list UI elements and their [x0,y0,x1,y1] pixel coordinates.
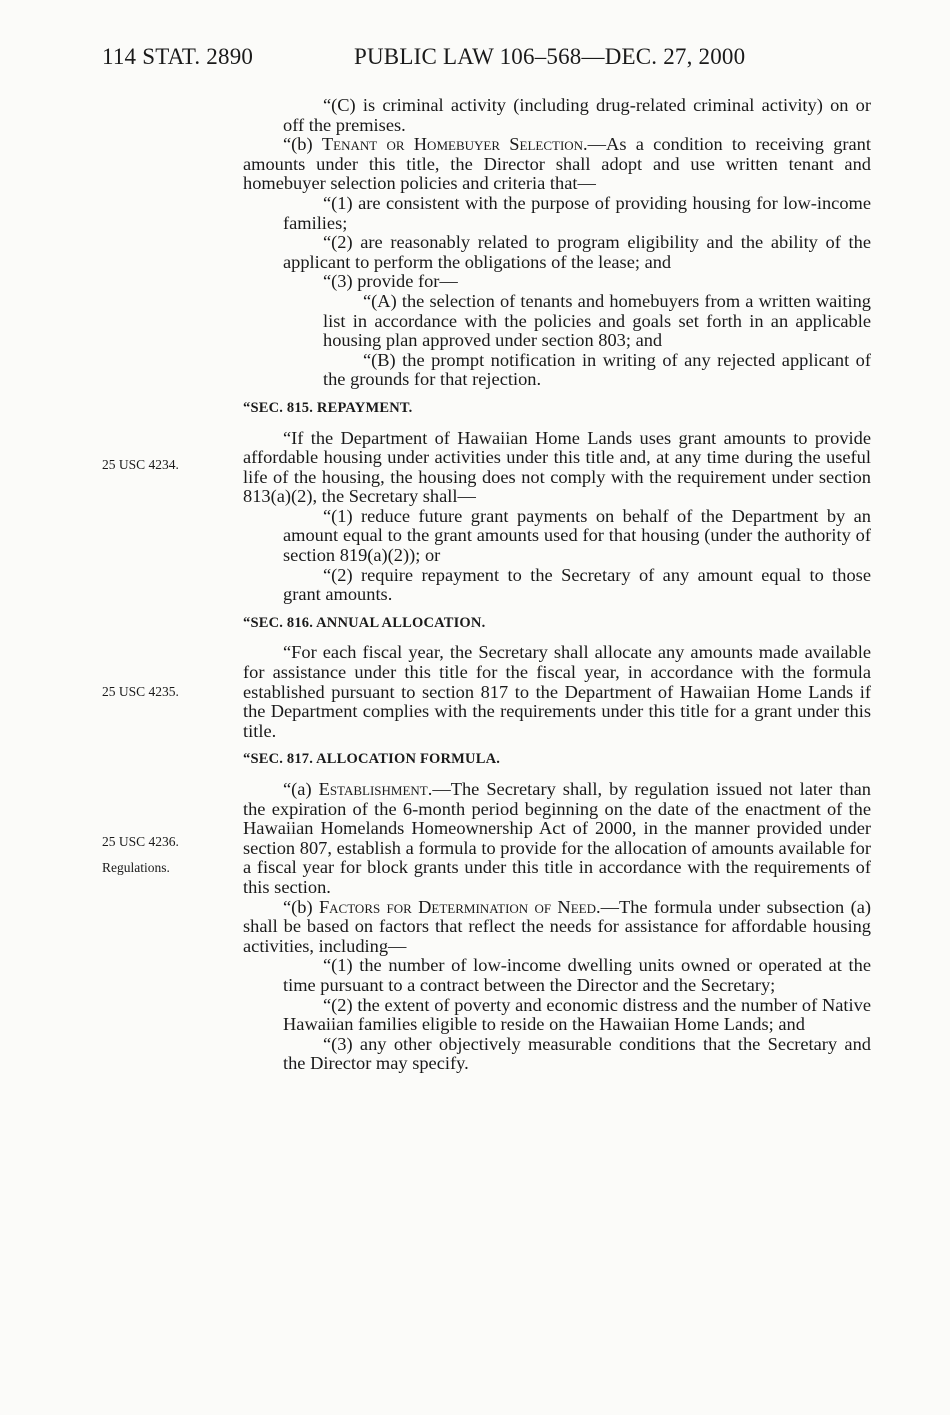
section-815-body: “If the Department of Hawaiian Home Lands uses grant amounts to provide affordable housing under activities under this title and, at any time during the useful life of the housing, the housing does not comply with the requirement under section 813(a)(2), the Secretary shall— [243,427,871,507]
paragraph-b-2: “(2) are reasonably related to program eligibility and the ability of the applicant to perform the obligations of the lease; and [283,232,871,272]
paragraph-b-3: “(3) provide for— [323,271,458,292]
margin-note-usc-4235: 25 USC 4235. [102,684,179,699]
statute-page-number: 114 STAT. 2890 [102,44,254,69]
section-815-paragraph-2: “(2) require repayment to the Secretary of any amount equal to those grant amounts. [283,564,871,605]
public-law-citation: PUBLIC LAW 106–568—DEC. 27, 2000 [354,44,746,69]
subparagraph-b-3-a: “(A) the selection of tenants and homebuyers from a written waiting list in accordance with the policies and goals set forth in an applicable housing plan approved under section 803; and [323,290,871,351]
factor-2: “(2) the extent of poverty and economic distress and the number of Native Hawaiian families eligible to reside on the Hawaiian Home Lands; and [283,994,871,1035]
section-817-heading: “SEC. 817. ALLOCATION FORMULA. [243,751,501,768]
subparagraph-b-3-b: “(B) the prompt notification in writing of any rejected applicant of the grounds for that rejection. [323,349,871,390]
factor-1: “(1) the number of low-income dwelling units owned or operated at the time pursuant to a contract between the Director and the Secretary; [283,955,871,995]
margin-note-regulations: Regulations. [102,860,170,875]
paragraph-b-1: “(1) are consistent with the purpose of providing housing for low-income families; [283,192,871,233]
section-816-body: “For each fiscal year, the Secretary shall allocate any amounts made available for assistance under this title for the fiscal year, in accordance with the formula established pursuant to section 817 to the Department of Hawaiian Home Lands if the Department complies with the requirements under this title for a grant under this title. [243,642,871,741]
statute-body [243,96,871,1074]
section-815-heading: “SEC. 815. REPAYMENT. [243,399,413,416]
subsection-b-tenant-selection: “(b) Tenant or Homebuyer Selection.—As a condition to receiving grant amounts under this title, the Director shall adopt and use written tenant and homebuyer selection policies and criteria that— [243,134,871,194]
subsection-a-establishment: “(a) Establishment.—The Secretary shall, by regulation issued not later than the expiration of the 6-month period beginning on the date of the enactment of the Hawaiian Homelands Homeownership Act of 2000, in the manner provided under section 807, establish a formula to provide for the allocation of amounts available for a fiscal year for block grants under this title in accordance with the requirements of this section. [243,779,871,897]
section-815-paragraph-1: “(1) reduce future grant payments on behalf of the Department by an amount equal to the grant amounts used for that housing (under the authority of section 819(a)(2)); or [283,505,871,566]
factor-3: “(3) any other objectively measurable conditions that the Secretary and the Director may specify. [283,1033,871,1074]
subsection-b-factors: “(b) Factors for Determination of Need.—The formula under subsection (a) shall be based on factors that reflect the needs for assistance for affordable housing activities, including— [243,896,871,956]
margin-note-usc-4234: 25 USC 4234. [102,457,179,472]
paragraph-c: “(C) is criminal activity (including drug-related criminal activity) on or off the premises. [283,95,871,135]
section-816-heading: “SEC. 816. ANNUAL ALLOCATION. [243,614,486,631]
margin-note-usc-4236: 25 USC 4236. [102,834,179,849]
